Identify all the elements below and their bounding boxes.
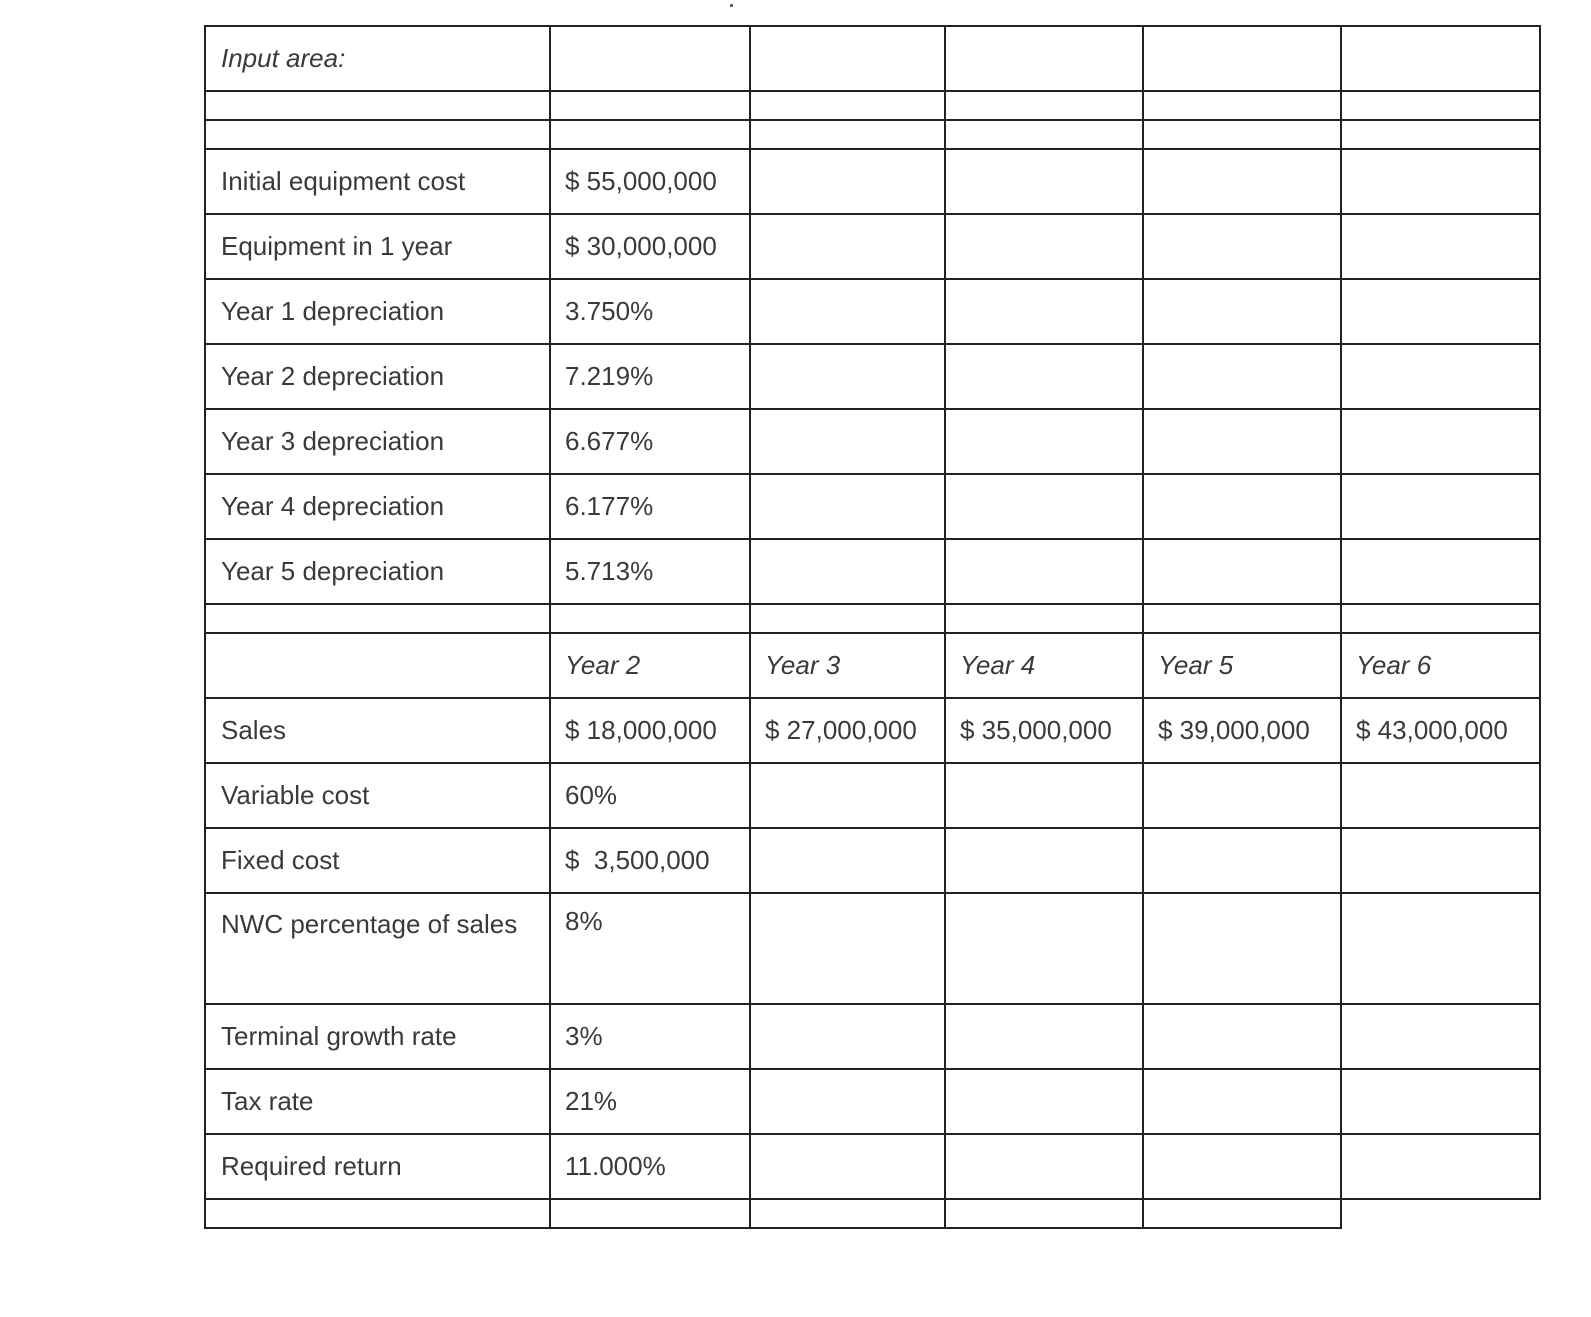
- cell[interactable]: [945, 893, 1143, 1004]
- cell[interactable]: [1143, 279, 1341, 344]
- table-row: [205, 1199, 1540, 1228]
- cell[interactable]: [1341, 279, 1540, 344]
- cell[interactable]: [945, 214, 1143, 279]
- cell[interactable]: [550, 1199, 750, 1228]
- cell[interactable]: [750, 474, 945, 539]
- cell[interactable]: [1341, 409, 1540, 474]
- input-area-label: Input area:: [205, 26, 550, 91]
- cell[interactable]: [945, 1134, 1143, 1199]
- terminal-growth-rate-value[interactable]: 3%: [550, 1004, 750, 1069]
- equipment-in-1-year-value[interactable]: $ 30,000,000: [550, 214, 750, 279]
- cell[interactable]: [750, 344, 945, 409]
- table-row: [205, 893, 1540, 1004]
- cell[interactable]: [1341, 893, 1540, 1004]
- table-row: [205, 1134, 1540, 1199]
- year-header: Year 3: [750, 633, 945, 698]
- depreciation-value[interactable]: 5.713%: [550, 539, 750, 604]
- table-row: [205, 120, 1540, 149]
- year-header-row: [205, 633, 1540, 698]
- cell[interactable]: [945, 26, 1143, 91]
- table-row: [205, 828, 1540, 893]
- depreciation-value[interactable]: 6.677%: [550, 409, 750, 474]
- table-row: [205, 474, 1540, 539]
- cell[interactable]: [1341, 26, 1540, 91]
- cell[interactable]: [945, 120, 1143, 149]
- cell[interactable]: [750, 893, 945, 1004]
- cell[interactable]: [1341, 763, 1540, 828]
- cell[interactable]: [1143, 828, 1341, 893]
- cell[interactable]: [945, 474, 1143, 539]
- cell[interactable]: [1341, 120, 1540, 149]
- cell[interactable]: [945, 91, 1143, 120]
- table-row: [205, 539, 1540, 604]
- nwc-percentage-value[interactable]: 8%: [550, 893, 750, 1004]
- cell[interactable]: [1341, 474, 1540, 539]
- cell[interactable]: [945, 604, 1143, 633]
- table-row: [205, 91, 1540, 120]
- cell[interactable]: [750, 763, 945, 828]
- table-row: [205, 214, 1540, 279]
- table-row: [205, 763, 1540, 828]
- cell[interactable]: [750, 279, 945, 344]
- cell[interactable]: [945, 539, 1143, 604]
- table-row: [205, 409, 1540, 474]
- required-return-value[interactable]: 11.000%: [550, 1134, 750, 1199]
- cell[interactable]: [945, 409, 1143, 474]
- cell[interactable]: [1341, 1134, 1540, 1199]
- cell[interactable]: [1341, 539, 1540, 604]
- cell[interactable]: [1143, 1134, 1341, 1199]
- sales-value[interactable]: $ 43,000,000: [1341, 698, 1540, 763]
- sales-value[interactable]: $ 39,000,000: [1143, 698, 1341, 763]
- cell[interactable]: [750, 26, 945, 91]
- cell[interactable]: [205, 120, 550, 149]
- depreciation-value[interactable]: 3.750%: [550, 279, 750, 344]
- sales-value[interactable]: $ 35,000,000: [945, 698, 1143, 763]
- cell[interactable]: [945, 763, 1143, 828]
- cell[interactable]: [205, 1199, 550, 1228]
- cell[interactable]: [1143, 344, 1341, 409]
- year-header: Year 2: [550, 633, 750, 698]
- cell[interactable]: [945, 1199, 1143, 1228]
- cell[interactable]: [205, 91, 550, 120]
- cell[interactable]: [1143, 149, 1341, 214]
- cell[interactable]: [1341, 149, 1540, 214]
- cell[interactable]: [945, 1069, 1143, 1134]
- nwc-percentage-label: NWC percentage of sales: [205, 893, 550, 1004]
- tax-rate-label: Tax rate: [205, 1069, 550, 1134]
- cell[interactable]: [945, 149, 1143, 214]
- cell[interactable]: [1143, 409, 1341, 474]
- cell[interactable]: [550, 26, 750, 91]
- cell[interactable]: [1341, 828, 1540, 893]
- cell[interactable]: [1341, 214, 1540, 279]
- cell[interactable]: [750, 120, 945, 149]
- cell[interactable]: [750, 1134, 945, 1199]
- cell[interactable]: [750, 149, 945, 214]
- required-return-label: Required return: [205, 1134, 550, 1199]
- sales-label: Sales: [205, 698, 550, 763]
- input-table: [204, 25, 1541, 1229]
- cell[interactable]: [750, 91, 945, 120]
- cell[interactable]: [750, 409, 945, 474]
- cell[interactable]: [1143, 1069, 1341, 1134]
- cell[interactable]: [1341, 91, 1540, 120]
- cell[interactable]: [1341, 1069, 1540, 1134]
- cell[interactable]: [550, 604, 750, 633]
- cell[interactable]: [750, 1004, 945, 1069]
- cell[interactable]: [750, 539, 945, 604]
- cell[interactable]: [1143, 539, 1341, 604]
- cell[interactable]: [945, 828, 1143, 893]
- cell[interactable]: [205, 633, 550, 698]
- cell[interactable]: [1143, 893, 1341, 1004]
- sales-row: [205, 698, 1540, 763]
- cell[interactable]: [1143, 763, 1341, 828]
- cell[interactable]: [1143, 1004, 1341, 1069]
- depreciation-label: Year 1 depreciation: [205, 279, 550, 344]
- cell[interactable]: [205, 604, 550, 633]
- table-row: [205, 26, 1540, 91]
- cell[interactable]: [1143, 91, 1341, 120]
- fixed-cost-label: Fixed cost: [205, 828, 550, 893]
- cell[interactable]: [1341, 344, 1540, 409]
- depreciation-label: Year 5 depreciation: [205, 539, 550, 604]
- cell[interactable]: [945, 279, 1143, 344]
- cell[interactable]: [550, 120, 750, 149]
- cell[interactable]: [1143, 120, 1341, 149]
- empty-corner: [1341, 1199, 1540, 1228]
- table-row: [205, 344, 1540, 409]
- sales-value[interactable]: $ 18,000,000: [550, 698, 750, 763]
- tax-rate-value[interactable]: 21%: [550, 1069, 750, 1134]
- cell[interactable]: [1143, 214, 1341, 279]
- cell[interactable]: [750, 828, 945, 893]
- depreciation-label: Year 4 depreciation: [205, 474, 550, 539]
- table-row: [205, 1069, 1540, 1134]
- table-row: [205, 149, 1540, 214]
- table-row: [205, 1004, 1540, 1069]
- fixed-cost-value[interactable]: $ 3,500,000: [550, 828, 750, 893]
- year-header: Year 4: [945, 633, 1143, 698]
- cell[interactable]: [945, 344, 1143, 409]
- variable-cost-value[interactable]: 60%: [550, 763, 750, 828]
- terminal-growth-rate-label: Terminal growth rate: [205, 1004, 550, 1069]
- sales-value[interactable]: $ 27,000,000: [750, 698, 945, 763]
- cell[interactable]: [550, 91, 750, 120]
- cell[interactable]: [945, 1004, 1143, 1069]
- cell[interactable]: [1341, 604, 1540, 633]
- cell[interactable]: [750, 604, 945, 633]
- equipment-in-1-year-label: Equipment in 1 year: [205, 214, 550, 279]
- table-row: [205, 279, 1540, 344]
- cell[interactable]: [1341, 1004, 1540, 1069]
- year-header: Year 6: [1341, 633, 1540, 698]
- cell[interactable]: [1143, 1199, 1341, 1228]
- depreciation-label: Year 2 depreciation: [205, 344, 550, 409]
- initial-equipment-cost-label: Initial equipment cost: [205, 149, 550, 214]
- variable-cost-label: Variable cost: [205, 763, 550, 828]
- cell[interactable]: [750, 1069, 945, 1134]
- table-row: [205, 604, 1540, 633]
- cell[interactable]: [750, 214, 945, 279]
- cell[interactable]: [1143, 604, 1341, 633]
- cell[interactable]: [1143, 474, 1341, 539]
- cell[interactable]: [1143, 26, 1341, 91]
- cell[interactable]: [750, 1199, 945, 1228]
- stray-mark: [730, 4, 733, 7]
- depreciation-label: Year 3 depreciation: [205, 409, 550, 474]
- year-header: Year 5: [1143, 633, 1341, 698]
- initial-equipment-cost-value[interactable]: $ 55,000,000: [550, 149, 750, 214]
- depreciation-value[interactable]: 7.219%: [550, 344, 750, 409]
- depreciation-value[interactable]: 6.177%: [550, 474, 750, 539]
